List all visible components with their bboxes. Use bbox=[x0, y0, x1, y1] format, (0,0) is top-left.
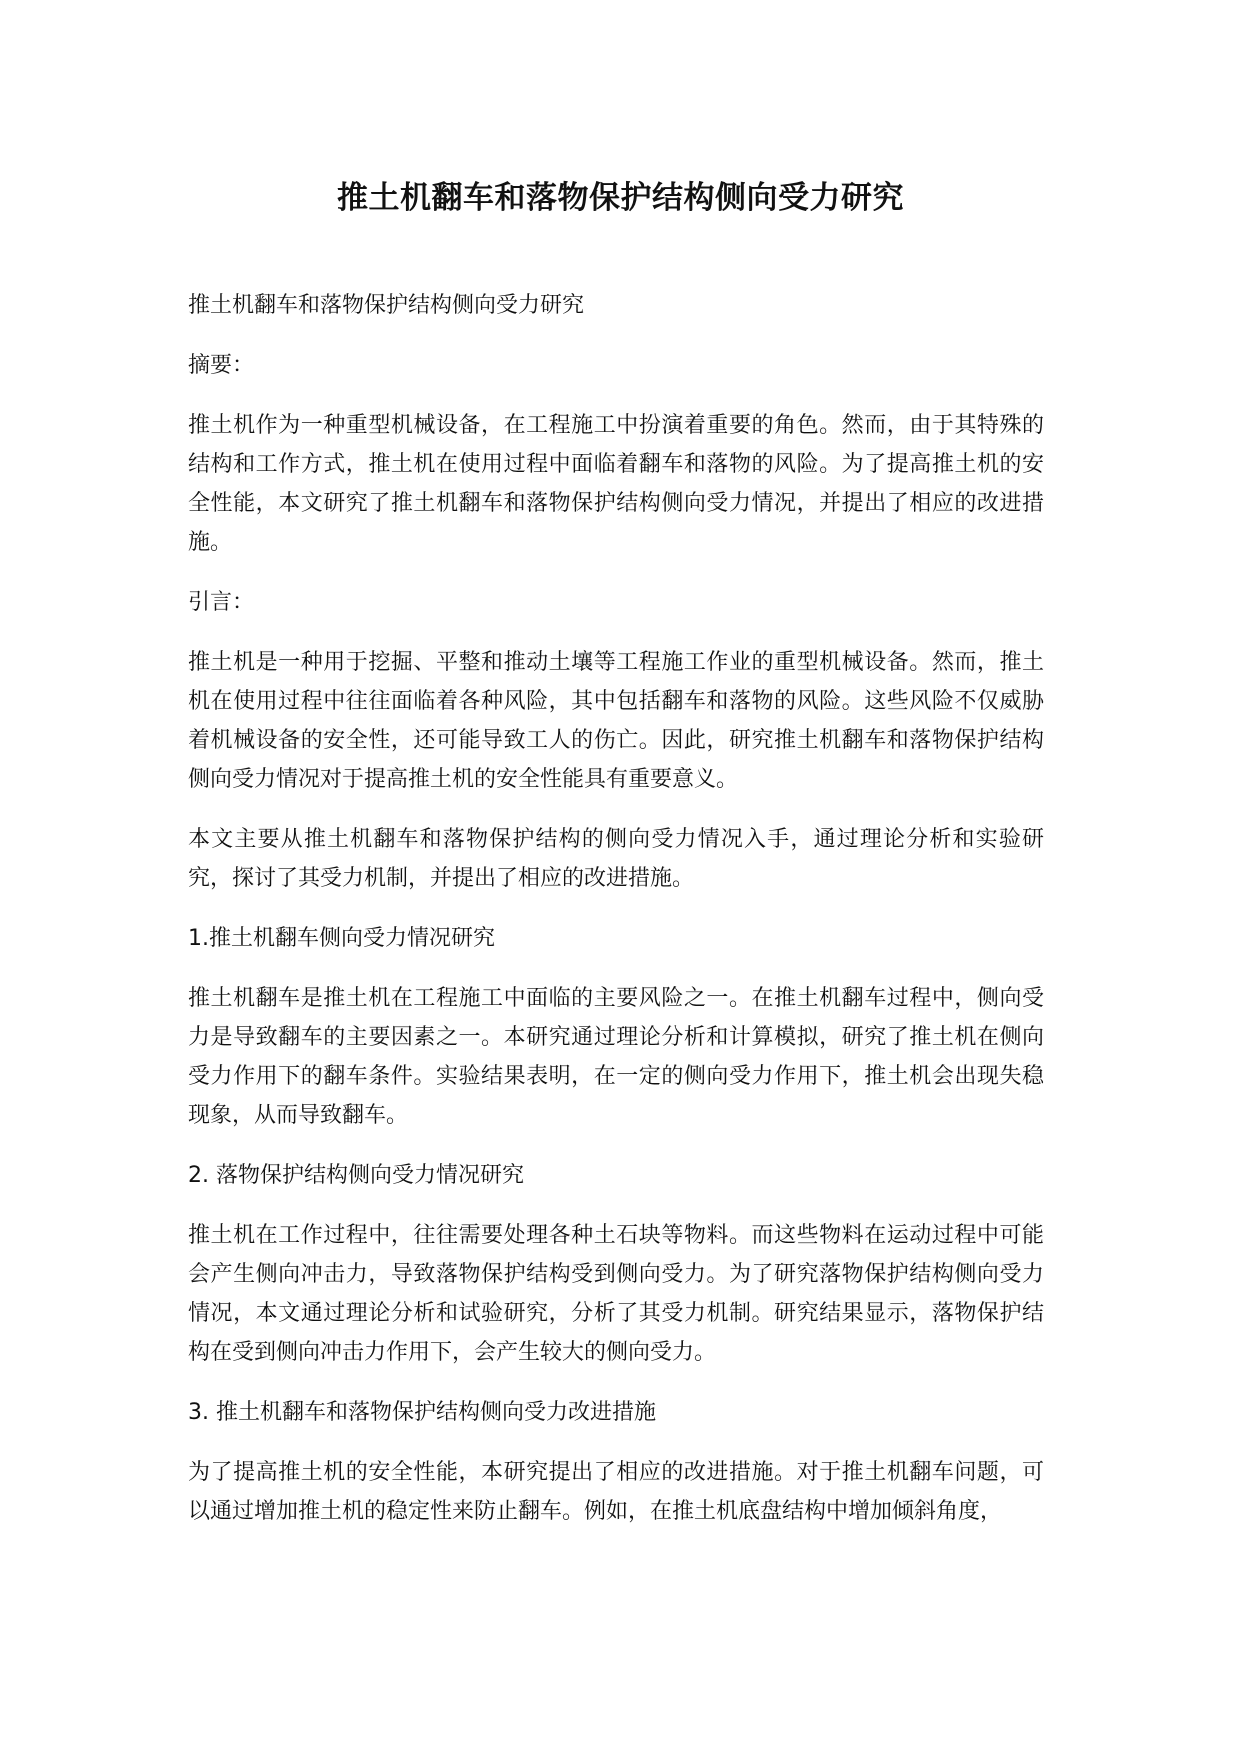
paragraph-scope: 本文主要从推土机翻车和落物保护结构的侧向受力情况入手，通过理论分析和实验研究，探讨了其受力机制，并提出了相应的改进措施。 bbox=[188, 827, 1044, 891]
section-heading-1: 1.推土机翻车侧向受力情况研究 bbox=[188, 926, 495, 951]
document-title: 推土机翻车和落物保护结构侧向受力研究 bbox=[337, 180, 904, 216]
section-heading-2: 2. 落物保护结构侧向受力情况研究 bbox=[188, 1163, 524, 1188]
section-body-3: 为了提高推土机的安全性能，本研究提出了相应的改进措施。对于推土机翻车问题，可以通过增加推土机的稳定性来防止翻车。例如，在推土机底盘结构中增加倾斜角度， bbox=[188, 1460, 1044, 1524]
paragraph-introduction-heading: 引言： bbox=[188, 590, 255, 615]
section-body-2: 推土机在工作过程中，往往需要处理各种土石块等物料。而这些物料在运动过程中可能会产生侧向冲击力，导致落物保护结构受到侧向受力。为了研究落物保护结构侧向受力情况，本文通过理论分析和试验研究，分析了其受力机制。研究结果显示，落物保护结构在受到侧向冲击力作用下，会产生较大的侧向受力。 bbox=[188, 1223, 1044, 1365]
paragraph-abstract-body: 推土机作为一种重型机械设备，在工程施工中扮演着重要的角色。然而，由于其特殊的结构和工作方式，推土机在使用过程中面临着翻车和落物的风险。为了提高推土机的安全性能，本文研究了推土机翻车和落物保护结构侧向受力情况，并提出了相应的改进措施。 bbox=[188, 413, 1044, 555]
section-body-1: 推土机翻车是推土机在工程施工中面临的主要风险之一。在推土机翻车过程中，侧向受力是导致翻车的主要因素之一。本研究通过理论分析和计算模拟，研究了推土机在侧向受力作用下的翻车条件。实验结果表明，在一定的侧向受力作用下，推土机会出现失稳现象，从而导致翻车。 bbox=[188, 986, 1044, 1128]
section-heading-3: 3. 推土机翻车和落物保护结构侧向受力改进措施 bbox=[188, 1400, 656, 1425]
paragraph-abstract-heading: 摘要： bbox=[188, 353, 255, 378]
paragraph-subtitle: 推土机翻车和落物保护结构侧向受力研究 bbox=[188, 293, 585, 318]
document-body bbox=[188, 286, 1044, 1552]
paragraph-introduction-body: 推土机是一种用于挖掘、平整和推动土壤等工程施工作业的重型机械设备。然而，推土机在使用过程中往往面临着各种风险，其中包括翻车和落物的风险。这些风险不仅威胁着机械设备的安全性，还可能导致工人的伤亡。因此，研究推土机翻车和落物保护结构侧向受力情况对于提高推土机的安全性能具有重要意义。 bbox=[188, 650, 1044, 792]
